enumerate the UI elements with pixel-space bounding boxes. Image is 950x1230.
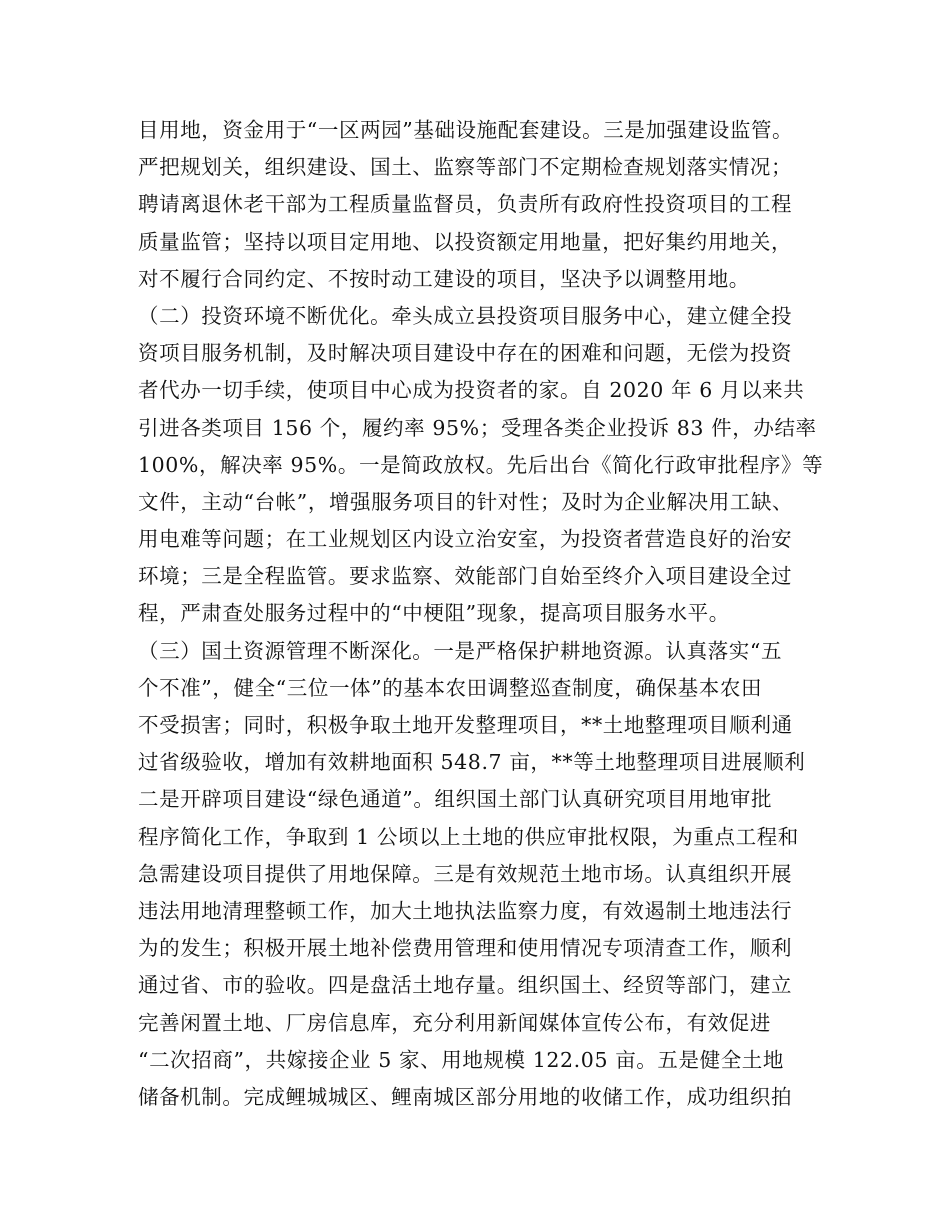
text-line: 质量监管；坚持以项目定用地、以投资额定用地量，把好集约用地关，	[138, 229, 793, 254]
text-line: 为的发生；积极开展土地补偿费用管理和使用情况专项清查工作，顺利	[138, 936, 793, 961]
text-line: 对不履行合同约定、不按时动工建设的项目，坚决予以调整用地。	[138, 266, 750, 291]
text-line: “二次招商”，共嫁接企业 5 家、用地规模 122.05 亩。五是健全土地	[138, 1047, 784, 1072]
text-line: （二）投资环境不断优化。牵头成立县投资项目服务中心，建立健全投	[138, 303, 793, 328]
text-line: 100%，解决率 95%。一是简政放权。先后出台《简化行政审批程序》等	[138, 452, 824, 477]
text-line: 程序简化工作，争取到 1 公顷以上土地的供应审批权限，为重点工程和	[138, 824, 799, 849]
text-line: 严把规划关，组织建设、国土、监察等部门不定期检查规划落实情况；	[138, 155, 793, 180]
text-line: 文件，主动“台帐”，增强服务项目的针对性；及时为企业解决用工缺、	[138, 489, 794, 514]
text-line: 聘请离退休老干部为工程质量监督员，负责所有政府性投资项目的工程	[138, 192, 793, 217]
text-line: 者代办一切手续，使项目中心成为投资者的家。自 2020 年 6 月以来共	[138, 378, 805, 403]
text-line: 个不准”，健全“三位一体”的基本农田调整巡查制度，确保基本农田	[138, 675, 763, 700]
text-line: 不受损害；同时，积极争取土地开发整理项目，**土地整理项目顺利通	[138, 713, 793, 737]
text-line: 用电难等问题；在工业规划区内设立治安室，为投资者营造良好的治安	[138, 527, 793, 552]
text-line: 过省级验收，增加有效耕地面积 548.7 亩，**等土地整理项目进展顺利	[138, 750, 806, 775]
text-line: 储备机制。完成鲤城城区、鲤南城区部分用地的收储工作，成功组织拍	[138, 1084, 793, 1109]
text-line: 引进各类项目 156 个，履约率 95%；受理各类企业投诉 83 件，办结率	[138, 415, 817, 440]
text-line: 环境；三是全程监管。要求监察、效能部门自始至终介入项目建设全过	[138, 564, 793, 589]
text-line: 违法用地清理整顿工作，加大土地执法监察力度，有效遏制土地违法行	[138, 898, 793, 923]
text-line: 程，严肃查处服务过程中的“中梗阻”现象，提高项目服务水平。	[138, 601, 730, 626]
text-line: 二是开辟项目建设“绿色通道”。组织国土部门认真研究项目用地审批	[138, 787, 773, 812]
text-line: 资项目服务机制，及时解决项目建设中存在的困难和问题，无偿为投资	[138, 341, 793, 366]
document-body	[138, 112, 828, 1116]
text-line: 完善闲置土地、厂房信息库，充分利用新闻媒体宣传公布，有效促进	[138, 1010, 771, 1035]
text-line: 通过省、市的验收。四是盘活土地存量。组织国土、经贸等部门，建立	[138, 973, 793, 998]
text-line: 急需建设项目提供了用地保障。三是有效规范土地市场。认真组织开展	[138, 861, 793, 886]
text-line: （三）国土资源管理不断深化。一是严格保护耕地资源。认真落实“五	[138, 638, 783, 663]
text-line: 目用地，资金用于“一区两园”基础设施配套建设。三是加强建设监管。	[138, 118, 794, 142]
